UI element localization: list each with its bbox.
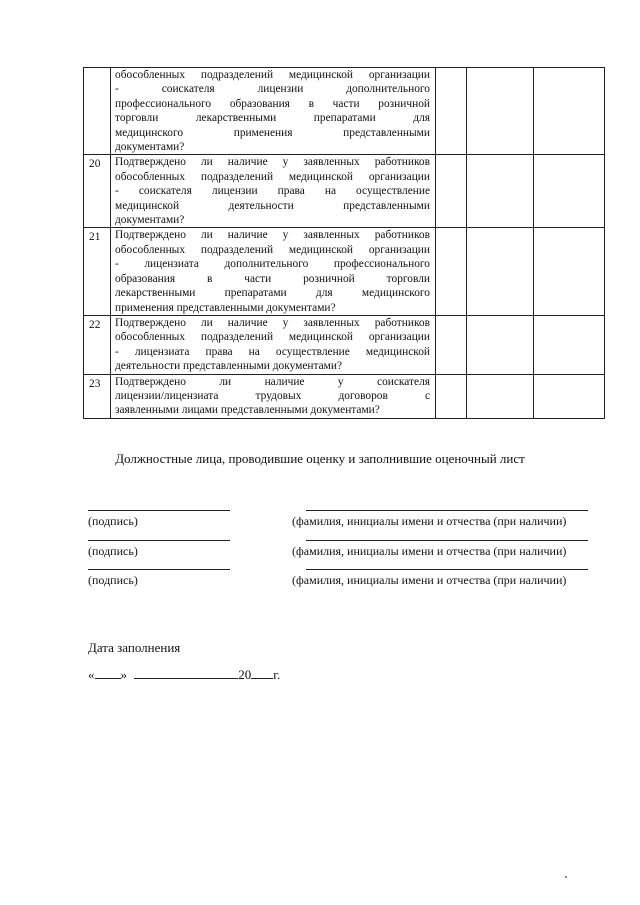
answer-no-cell[interactable]	[467, 315, 534, 374]
question-line: Подтверждено ли наличие у соискателя	[115, 375, 430, 388]
question-line: медицинской деятельности представленными	[115, 199, 430, 212]
question-text	[111, 315, 436, 374]
scan-dot	[565, 876, 567, 878]
signature-line[interactable]	[88, 540, 230, 541]
row-number: 23	[84, 374, 111, 418]
row-number	[84, 68, 111, 155]
row-number: 20	[84, 155, 111, 228]
year-prefix: 20	[238, 667, 252, 682]
question-line: лекарственными препаратами для медицинского	[115, 287, 430, 300]
question-line: - соискателя лицензии дополнительного	[115, 83, 430, 96]
year-blank[interactable]	[251, 667, 273, 679]
answer-yes-cell[interactable]	[436, 315, 467, 374]
answer-no-cell[interactable]	[467, 68, 534, 155]
question-line: деятельности представленными документами?	[115, 360, 343, 373]
officials-heading: Должностные лица, проводившие оценку и заполнившие оценочный лист	[115, 451, 525, 466]
checklist-row	[84, 155, 605, 228]
signature-row	[0, 571, 640, 597]
name-caption: (фамилия, инициалы имени и отчества (при наличии)	[292, 514, 567, 528]
question-text	[111, 68, 436, 155]
answer-no-cell[interactable]	[467, 155, 534, 228]
question-line: - лицензиата права на осуществление медицинской	[115, 345, 430, 358]
signature-line[interactable]	[88, 569, 230, 570]
checklist-row	[84, 374, 605, 418]
name-line[interactable]	[306, 510, 588, 511]
question-line: торговли лекарственными препаратами для	[115, 112, 430, 125]
question-line: Подтверждено ли наличие у заявленных работников	[115, 229, 430, 242]
answer-no-cell[interactable]	[467, 228, 534, 315]
answer-yes-cell[interactable]	[436, 228, 467, 315]
signature-caption: (подпись)	[88, 514, 138, 528]
question-line: образования в части розничной торговли	[115, 272, 430, 285]
note-cell[interactable]	[534, 315, 605, 374]
question-line: Подтверждено ли наличие у заявленных работников	[115, 156, 430, 169]
year-suffix: г.	[273, 667, 281, 682]
question-text	[111, 155, 436, 228]
close-quote: »	[120, 667, 127, 682]
answer-no-cell[interactable]	[467, 374, 534, 418]
name-line[interactable]	[306, 569, 588, 570]
question-line: профессионального образования в части розничной	[115, 97, 430, 110]
question-line: - соискателя лицензии права на осуществление	[115, 185, 430, 198]
question-line: обособленных подразделений медицинской организации	[115, 331, 430, 344]
note-cell[interactable]	[534, 228, 605, 315]
day-blank[interactable]	[95, 667, 121, 679]
checklist-table	[83, 67, 605, 419]
name-caption: (фамилия, инициалы имени и отчества (при наличии)	[292, 544, 567, 558]
signature-row	[0, 542, 640, 568]
checklist-row	[84, 228, 605, 315]
question-line: применения представленными документами?	[115, 301, 336, 314]
date-fill-line	[88, 667, 280, 683]
row-number: 21	[84, 228, 111, 315]
signature-row	[0, 512, 640, 538]
signature-caption: (подпись)	[88, 544, 138, 558]
question-line: обособленных подразделений медицинской организации	[115, 243, 430, 256]
question-line: - лицензиата дополнительного профессионального	[115, 258, 430, 271]
signature-line[interactable]	[88, 510, 230, 511]
question-text	[111, 374, 436, 418]
answer-yes-cell[interactable]	[436, 155, 467, 228]
question-line: Подтверждено ли наличие у заявленных работников	[115, 316, 430, 329]
answer-yes-cell[interactable]	[436, 68, 467, 155]
name-line[interactable]	[306, 540, 588, 541]
open-quote: «	[88, 667, 95, 682]
question-line: документами?	[115, 141, 185, 154]
question-line: обособленных подразделений медицинской организации	[115, 170, 430, 183]
question-line: документами?	[115, 214, 185, 227]
question-text	[111, 228, 436, 315]
date-label: Дата заполнения	[88, 640, 181, 655]
month-blank[interactable]	[134, 667, 238, 679]
signature-caption: (подпись)	[88, 573, 138, 587]
name-caption: (фамилия, инициалы имени и отчества (при наличии)	[292, 573, 567, 587]
answer-yes-cell[interactable]	[436, 374, 467, 418]
row-number: 22	[84, 315, 111, 374]
question-line: медицинского применения представленными	[115, 126, 430, 139]
question-line: обособленных подразделений медицинской организации	[115, 69, 430, 81]
checklist-row	[84, 315, 605, 374]
note-cell[interactable]	[534, 374, 605, 418]
note-cell[interactable]	[534, 155, 605, 228]
checklist-row	[84, 68, 605, 155]
note-cell[interactable]	[534, 68, 605, 155]
question-line: лицензии/лицензиата трудовых договоров с	[115, 389, 430, 402]
question-line: заявленными лицами представленными документами?	[115, 404, 380, 417]
